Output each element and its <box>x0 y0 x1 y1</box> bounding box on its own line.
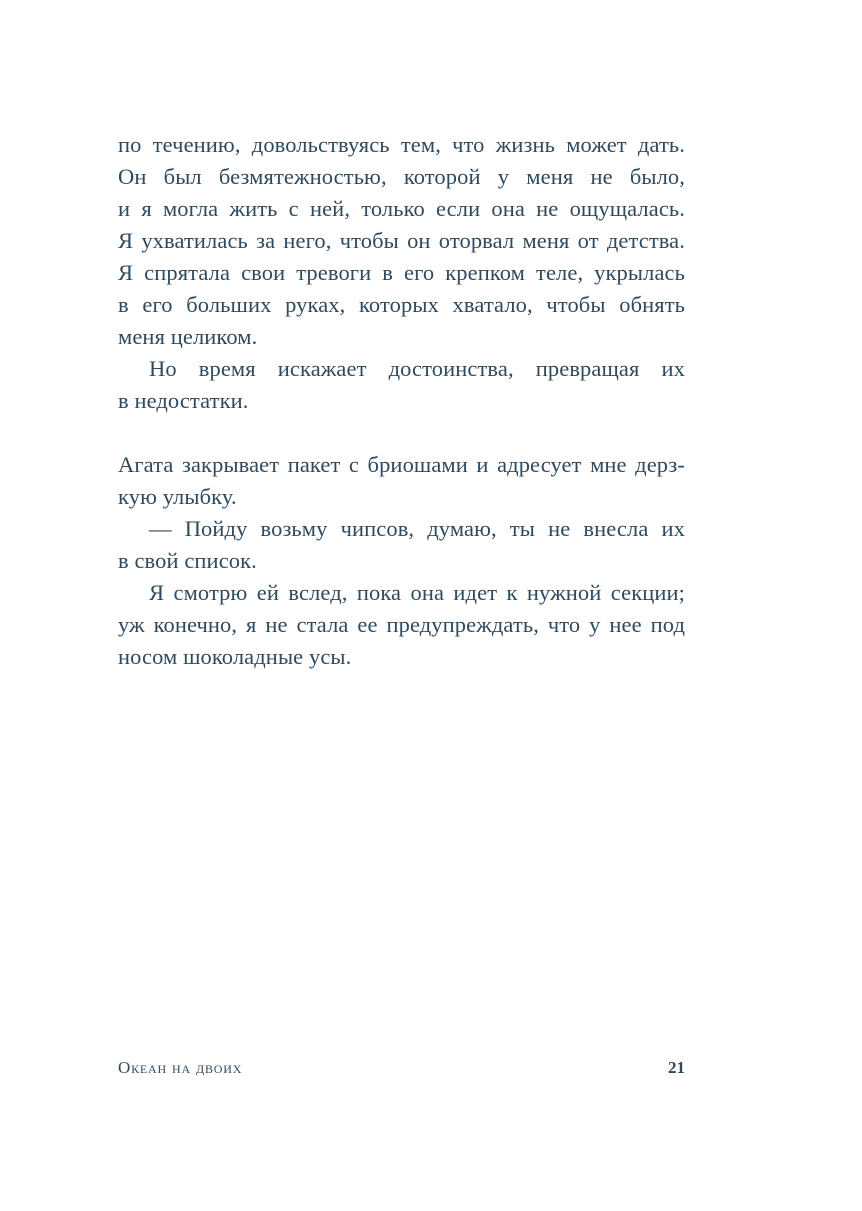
dialogue-line: — Пойду возьму чипсов, думаю, ты не внесла их <box>149 516 685 541</box>
page-number: 21 <box>668 1058 685 1077</box>
text-line: Но время искажает достоинства, превращая их <box>149 356 685 381</box>
text-line: в его больших руках, которых хватало, чтобы обнять <box>118 292 685 317</box>
text-line: по течению, довольствуясь тем, что жизнь может дать. <box>118 132 685 157</box>
text-line: Я спрятала свои тревоги в его крепком теле, укрылась <box>118 260 685 285</box>
text-line: в свой список. <box>118 548 257 573</box>
text-line: в недостатки. <box>118 388 249 413</box>
text-line: кую улыбку. <box>118 484 237 509</box>
text-line: меня целиком. <box>118 324 258 349</box>
text-line: Я смотрю ей вслед, пока она идет к нужной секции; <box>149 580 685 605</box>
text-line: Он был безмятежностью, которой у меня не было, <box>118 164 685 189</box>
text-line: Я ухватилась за него, чтобы он оторвал меня от детства. <box>118 228 685 253</box>
text-line: и я могла жить с ней, только если она не ощущалась. <box>118 196 685 221</box>
running-footer-title: Океан на двоих <box>118 1058 243 1077</box>
text-line: уж конечно, я не стала ее предупреждать, что у нее под <box>118 612 685 637</box>
text-line: носом шоколадные усы. <box>118 644 352 669</box>
text-line: Агата закрывает пакет с бриошами и адресует мне дерз- <box>118 452 685 477</box>
